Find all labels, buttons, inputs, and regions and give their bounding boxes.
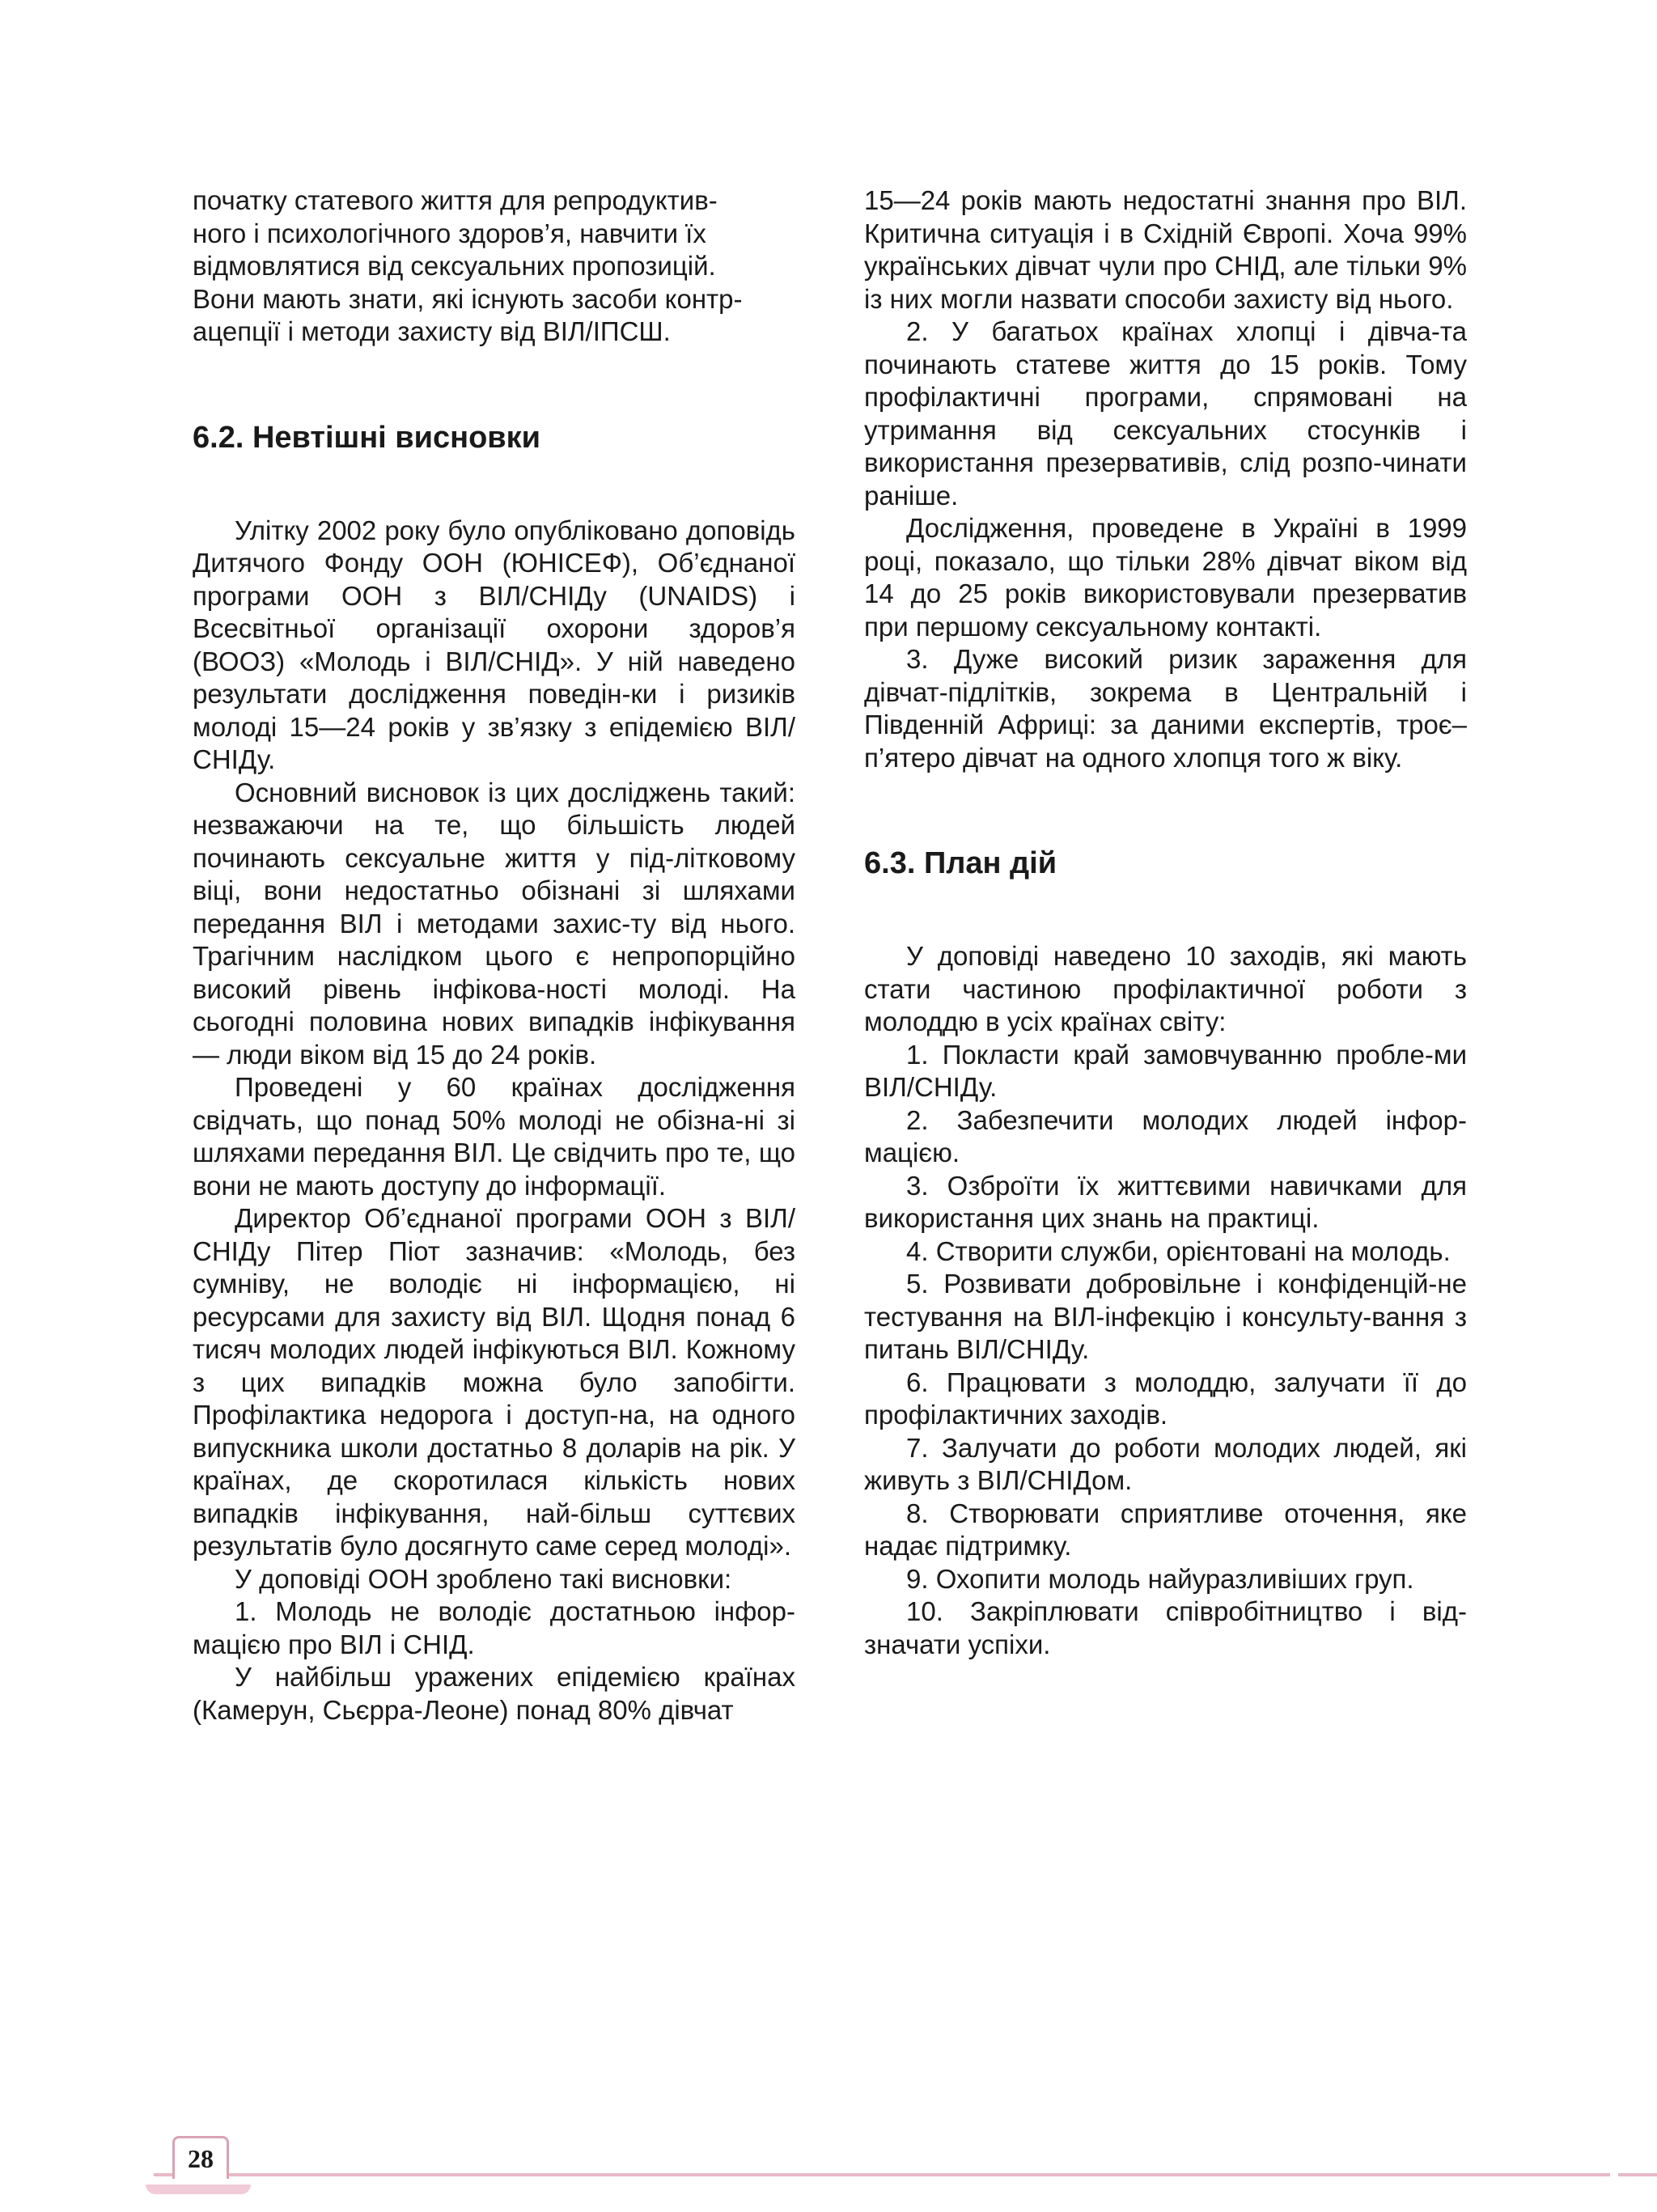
intro-line: Вони мають знати, які існують засоби контр-	[193, 283, 743, 314]
plan-item: 4. Створити служби, орієнтовані на молодь.	[906, 1235, 1451, 1266]
plan-item: 1. Покласти край замовчуванню пробле-ми ВІЛ/СНІДу.	[864, 1039, 1467, 1102]
intro-line: ного і психологічного здоров’я, навчити їх	[193, 218, 706, 248]
paragraph: Директор Об’єднаної програми ООН з ВІЛ/СНІДу Пітер Піот зазначив: «Молодь, без сумніву, не володіє ні інформацією, ні ресурсами для захисту від ВІЛ. Щодня понад 6 тисяч молодих людей інфікуються ВІЛ. Кожному з цих випадків можна було запобігти. Профілактика недорога і доступ-на, на одного випускника школи достатньо 8 доларів на рік. У країнах, де скоротилася кількість нових випадків інфікування, най-більш суттєвих результатів було досягнуто саме серед молоді».	[193, 1203, 795, 1561]
plan-item: 10. Закріплювати співробітництво і від-значати успіхи.	[864, 1596, 1467, 1659]
paragraph: Основний висновок із цих досліджень такий: незважаючи на те, що більшість людей починають сексуальне життя у під-літковому віці, вони недостатньо обізнані зі шляхами передання ВІЛ і методами захис-ту від нього. Трагічним наслідком цього є непропорційно високий рівень інфікова-ності молоді. На сьогодні половина нових випадків інфікування — люди віком від 15 до 24 років.	[193, 777, 795, 1070]
plan-item: 7. Залучати до роботи молодих людей, які живуть з ВІЛ/СНІДом.	[864, 1432, 1467, 1495]
plan-item: 9. Охопити молодь найуразливіших груп.	[906, 1563, 1414, 1594]
plan-item: 2. Забезпечити молодих людей інфор-мацією.	[864, 1104, 1467, 1167]
intro-line: початку статевого життя для репродуктив-	[193, 185, 718, 215]
section-title-6-3: 6.3. План дій	[864, 846, 1057, 880]
right-column	[864, 184, 1467, 1661]
plan-item: 5. Розвивати добровільне і конфіденцій-не тестування на ВІЛ-інфекцію і консульту-вання з питань ВІЛ/СНІДу.	[864, 1269, 1467, 1364]
paragraph: Проведені у 60 країнах дослідження свідчать, що понад 50% молоді не обізна-ні зі шляхами передання ВІЛ. Це свідчить про те, що вони не мають доступу до інформації.	[193, 1072, 795, 1201]
left-column	[193, 184, 795, 1727]
intro-line: ацепції і методи захисту від ВІЛ/ІПСШ.	[193, 316, 671, 346]
footer-rule-tick	[1618, 2173, 1657, 2176]
paragraph: У найбільш уражених епідемією країнах (Камерун, Сьєрра-Леоне) понад 80% дівчат	[193, 1662, 795, 1725]
paragraph: 3. Дуже високий ризик зараження для дівчат-підлітків, зокрема в Центральній і Південній Африці: за даними експертів, троє–п’ятеро дівчат на одного хлопця того ж віку.	[864, 644, 1467, 773]
plan-item: 6. Працювати з молоддю, залучати її до профілактичних заходів.	[864, 1367, 1467, 1430]
paragraph: 2. У багатьох країнах хлопці і дівча-та починають статеве життя до 15 років. Тому профілактичні програми, спрямовані на утримання від сексуальних стосунків і використання презервативів, слід розпо-чинати раніше.	[864, 316, 1467, 511]
paragraph: Дослідження, проведене в Україні в 1999 році, показало, що тільки 28% дівчат віком від 14 до 25 років використовували презерватив при першому сексуальному контакті.	[864, 513, 1467, 642]
plan-intro: У доповіді наведено 10 заходів, які мають стати частиною профілактичної роботи з молоддю в усіх країнах світу:	[864, 941, 1467, 1036]
continuation-paragraph: 15—24 років мають недостатні знання про ВІЛ. Критична ситуація і в Східній Європі. Хоча 99% українських дівчат чули про СНІД, але тільки 9% із них могли назвати способи захисту від нього.	[864, 185, 1467, 314]
paragraph: 1. Молодь не володіє достатньою інфор-мацією про ВІЛ і СНІД.	[193, 1596, 795, 1659]
paragraph: У доповіді ООН зроблено такі висновки:	[235, 1563, 732, 1594]
page-number-box	[172, 2136, 229, 2179]
paragraph: Улітку 2002 року було опубліковано доповідь Дитячого Фонду ООН (ЮНІСЕФ), Об’єднаної програми ООН з ВІЛ/СНІДу (UNAIDS) і Всесвітньої організації охорони здоров’я (ВООЗ) «Молодь і ВІЛ/СНІД». У ній наведено результати дослідження поведін-ки і ризиків молоді 15—24 років у зв’язку з епідемією ВІЛ/СНІДу.	[193, 515, 795, 774]
footer-tab	[146, 2184, 251, 2194]
intro-line: відмовлятися від сексуальних пропозицій.	[193, 251, 716, 281]
plan-item: 3. Озброїти їх життєвими навичками для використання цих знань на практиці.	[864, 1170, 1467, 1233]
page-number: 28	[188, 2143, 214, 2173]
plan-item: 8. Створювати сприятливе оточення, яке надає підтримку.	[864, 1498, 1467, 1561]
section-title-6-2: 6.2. Невтішні висновки	[193, 420, 541, 455]
footer-rule	[154, 2173, 1610, 2176]
